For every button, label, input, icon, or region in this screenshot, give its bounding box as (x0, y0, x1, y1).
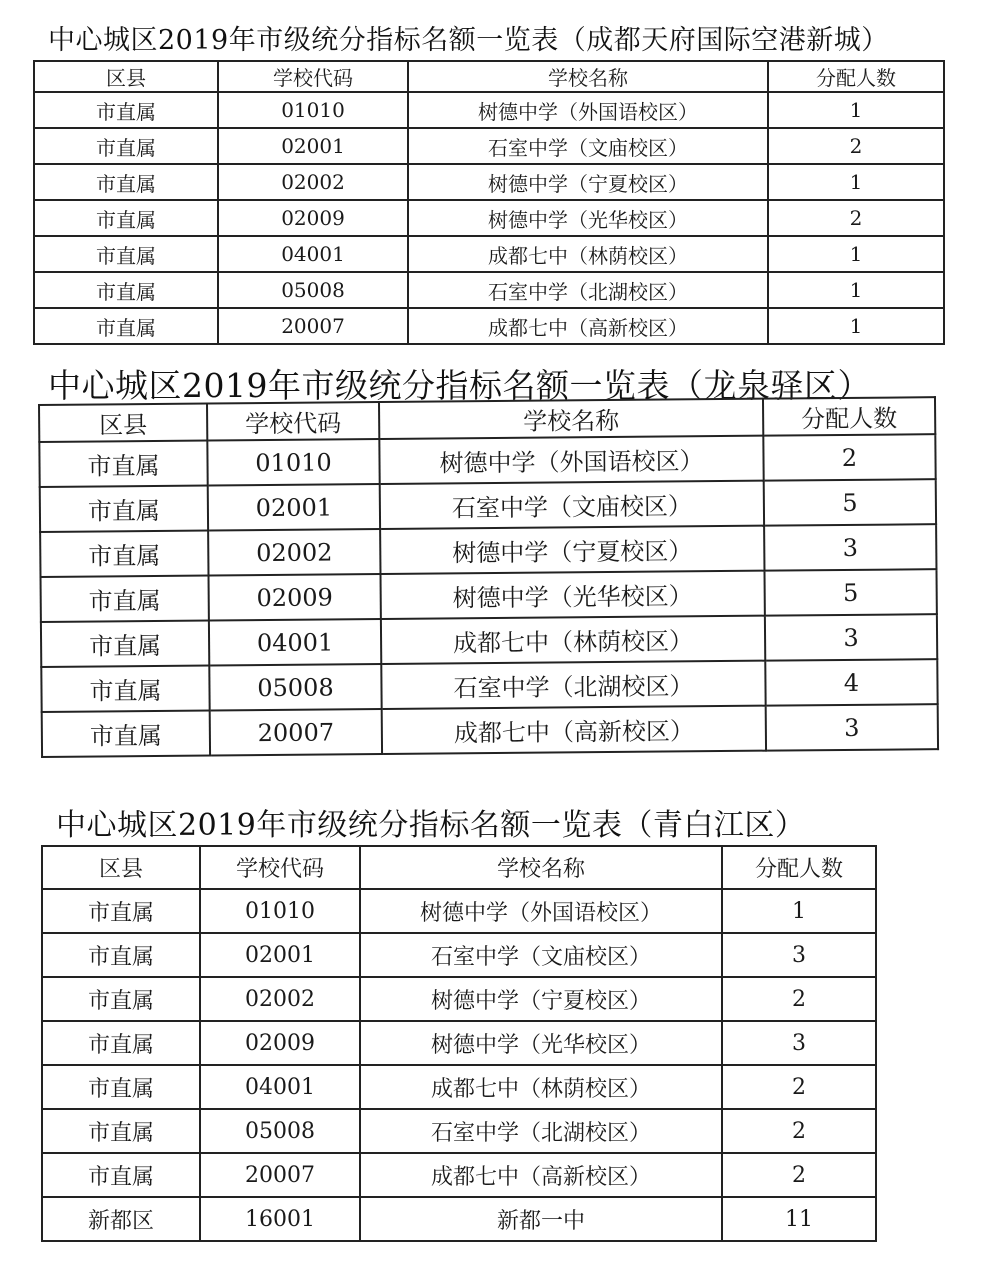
cell-district: 市直属 (42, 889, 200, 933)
cell-school-name: 石室中学（北湖校区） (408, 272, 768, 308)
cell-district: 市直属 (42, 1153, 200, 1197)
cell-school-name: 树德中学（宁夏校区） (408, 164, 768, 200)
cell-school-code: 02002 (208, 529, 380, 575)
table-header-row (34, 61, 944, 92)
cell-school-name: 树德中学（光华校区） (380, 571, 764, 619)
table-row (41, 569, 937, 622)
quota-table-longquanyi (38, 396, 939, 758)
cell-school-code: 20007 (218, 308, 408, 344)
column-header-school-code: 学校代码 (207, 402, 379, 440)
table-row (42, 1021, 876, 1065)
table-row (42, 1065, 876, 1109)
cell-district: 市直属 (42, 933, 200, 977)
table-row (42, 889, 876, 933)
column-header-school-code: 学校代码 (218, 61, 408, 92)
section-title-airport-new-city: 中心城区2019年市级统分指标名额一览表（成都天府国际空港新城） (48, 25, 889, 56)
cell-school-name: 石室中学（文庙校区） (380, 481, 764, 529)
table-row (42, 704, 938, 757)
cell-quota: 5 (764, 569, 936, 615)
table-row (34, 92, 944, 128)
cell-school-name: 成都七中（高新校区） (408, 308, 768, 344)
table-row (40, 479, 936, 532)
cell-school-code: 02009 (200, 1021, 360, 1065)
cell-district: 市直属 (34, 200, 218, 236)
cell-quota: 1 (768, 92, 944, 128)
cell-district: 市直属 (34, 236, 218, 272)
cell-school-code: 02002 (218, 164, 408, 200)
cell-quota: 2 (722, 1109, 876, 1153)
column-header-quota: 分配人数 (722, 846, 876, 889)
cell-school-name: 树德中学（外国语校区） (360, 889, 722, 933)
cell-quota: 1 (768, 308, 944, 344)
table-row (41, 659, 937, 712)
cell-quota: 2 (722, 1153, 876, 1197)
section-title-longquanyi: 中心城区2019年市级统分指标名额一览表（龙泉驿区） (48, 366, 871, 405)
cell-school-code: 02001 (200, 933, 360, 977)
cell-school-code: 02001 (218, 128, 408, 164)
cell-school-code: 01010 (200, 889, 360, 933)
cell-district: 市直属 (40, 531, 208, 577)
cell-school-code: 16001 (200, 1197, 360, 1241)
column-header-quota: 分配人数 (768, 61, 944, 92)
table-row (42, 1197, 876, 1241)
cell-district: 市直属 (42, 711, 210, 757)
cell-quota: 4 (765, 659, 937, 705)
cell-quota: 1 (722, 889, 876, 933)
cell-school-code: 04001 (218, 236, 408, 272)
cell-quota: 2 (768, 200, 944, 236)
table-row (42, 977, 876, 1021)
column-header-school-name: 学校名称 (379, 399, 763, 439)
cell-school-name: 成都七中（高新校区） (360, 1153, 722, 1197)
table-row (34, 236, 944, 272)
cell-district: 市直属 (40, 486, 208, 532)
cell-school-name: 新都一中 (360, 1197, 722, 1241)
cell-school-name: 树德中学（外国语校区） (379, 436, 763, 484)
cell-school-code: 04001 (200, 1065, 360, 1109)
cell-school-name: 树德中学（光华校区） (360, 1021, 722, 1065)
section-title-qingbaijiang: 中心城区2019年市级统分指标名额一览表（青白江区） (56, 808, 806, 843)
cell-school-name: 成都七中（高新校区） (382, 706, 766, 754)
column-header-district: 区县 (42, 846, 200, 889)
cell-quota: 3 (765, 614, 937, 660)
cell-quota: 2 (768, 128, 944, 164)
cell-school-name: 成都七中（林荫校区） (408, 236, 768, 272)
cell-school-code: 20007 (200, 1153, 360, 1197)
table-row (41, 614, 937, 667)
table-header-row (42, 846, 876, 889)
cell-school-code: 01010 (218, 92, 408, 128)
cell-district: 市直属 (41, 666, 209, 712)
cell-school-code: 02009 (209, 574, 381, 620)
table-row (42, 933, 876, 977)
cell-quota: 3 (722, 933, 876, 977)
cell-quota: 3 (722, 1021, 876, 1065)
cell-quota: 2 (722, 977, 876, 1021)
cell-district: 市直属 (42, 1021, 200, 1065)
cell-district: 市直属 (39, 441, 207, 487)
column-header-school-code: 学校代码 (200, 846, 360, 889)
cell-district: 市直属 (41, 621, 209, 667)
column-header-school-name: 学校名称 (360, 846, 722, 889)
cell-district: 市直属 (34, 164, 218, 200)
cell-school-name: 成都七中（林荫校区） (360, 1065, 722, 1109)
cell-school-name: 成都七中（林荫校区） (381, 616, 765, 664)
table-row (40, 524, 936, 577)
cell-district: 市直属 (42, 1109, 200, 1153)
cell-school-code: 05008 (209, 664, 381, 710)
cell-quota: 5 (764, 479, 936, 525)
cell-school-code: 20007 (210, 709, 382, 755)
cell-school-code: 02009 (218, 200, 408, 236)
cell-school-code: 02002 (200, 977, 360, 1021)
cell-school-code: 01010 (207, 439, 379, 485)
table-row (34, 164, 944, 200)
cell-school-name: 石室中学（文庙校区） (360, 933, 722, 977)
cell-district: 市直属 (41, 576, 209, 622)
cell-school-code: 04001 (209, 619, 381, 665)
cell-district: 市直属 (34, 272, 218, 308)
cell-district: 市直属 (34, 92, 218, 128)
cell-quota: 3 (766, 704, 938, 750)
quota-table-airport-new-city (33, 60, 945, 345)
cell-quota: 3 (764, 524, 936, 570)
cell-quota: 2 (763, 434, 935, 480)
column-header-district: 区县 (34, 61, 218, 92)
cell-district: 市直属 (34, 308, 218, 344)
cell-district: 市直属 (42, 1065, 200, 1109)
cell-school-name: 树德中学（宁夏校区） (380, 526, 764, 574)
table-row (42, 1153, 876, 1197)
cell-school-name: 石室中学（北湖校区） (381, 661, 765, 709)
table-row (34, 128, 944, 164)
column-header-quota: 分配人数 (763, 397, 935, 435)
cell-school-name: 树德中学（外国语校区） (408, 92, 768, 128)
cell-school-code: 05008 (218, 272, 408, 308)
cell-district: 市直属 (42, 977, 200, 1021)
column-header-school-name: 学校名称 (408, 61, 768, 92)
cell-quota: 1 (768, 272, 944, 308)
cell-quota: 2 (722, 1065, 876, 1109)
table-row (34, 272, 944, 308)
cell-district: 市直属 (34, 128, 218, 164)
cell-quota: 1 (768, 236, 944, 272)
cell-school-name: 石室中学（文庙校区） (408, 128, 768, 164)
table-row (42, 1109, 876, 1153)
quota-table-qingbaijiang (41, 845, 877, 1242)
table-row (34, 308, 944, 344)
cell-school-name: 树德中学（光华校区） (408, 200, 768, 236)
cell-district: 新都区 (42, 1197, 200, 1241)
table-row (34, 200, 944, 236)
cell-school-name: 石室中学（北湖校区） (360, 1109, 722, 1153)
table-row (39, 434, 935, 487)
cell-quota: 1 (768, 164, 944, 200)
cell-school-code: 02001 (208, 484, 380, 530)
cell-school-code: 05008 (200, 1109, 360, 1153)
cell-school-name: 树德中学（宁夏校区） (360, 977, 722, 1021)
cell-quota: 11 (722, 1197, 876, 1241)
column-header-district: 区县 (39, 404, 207, 442)
